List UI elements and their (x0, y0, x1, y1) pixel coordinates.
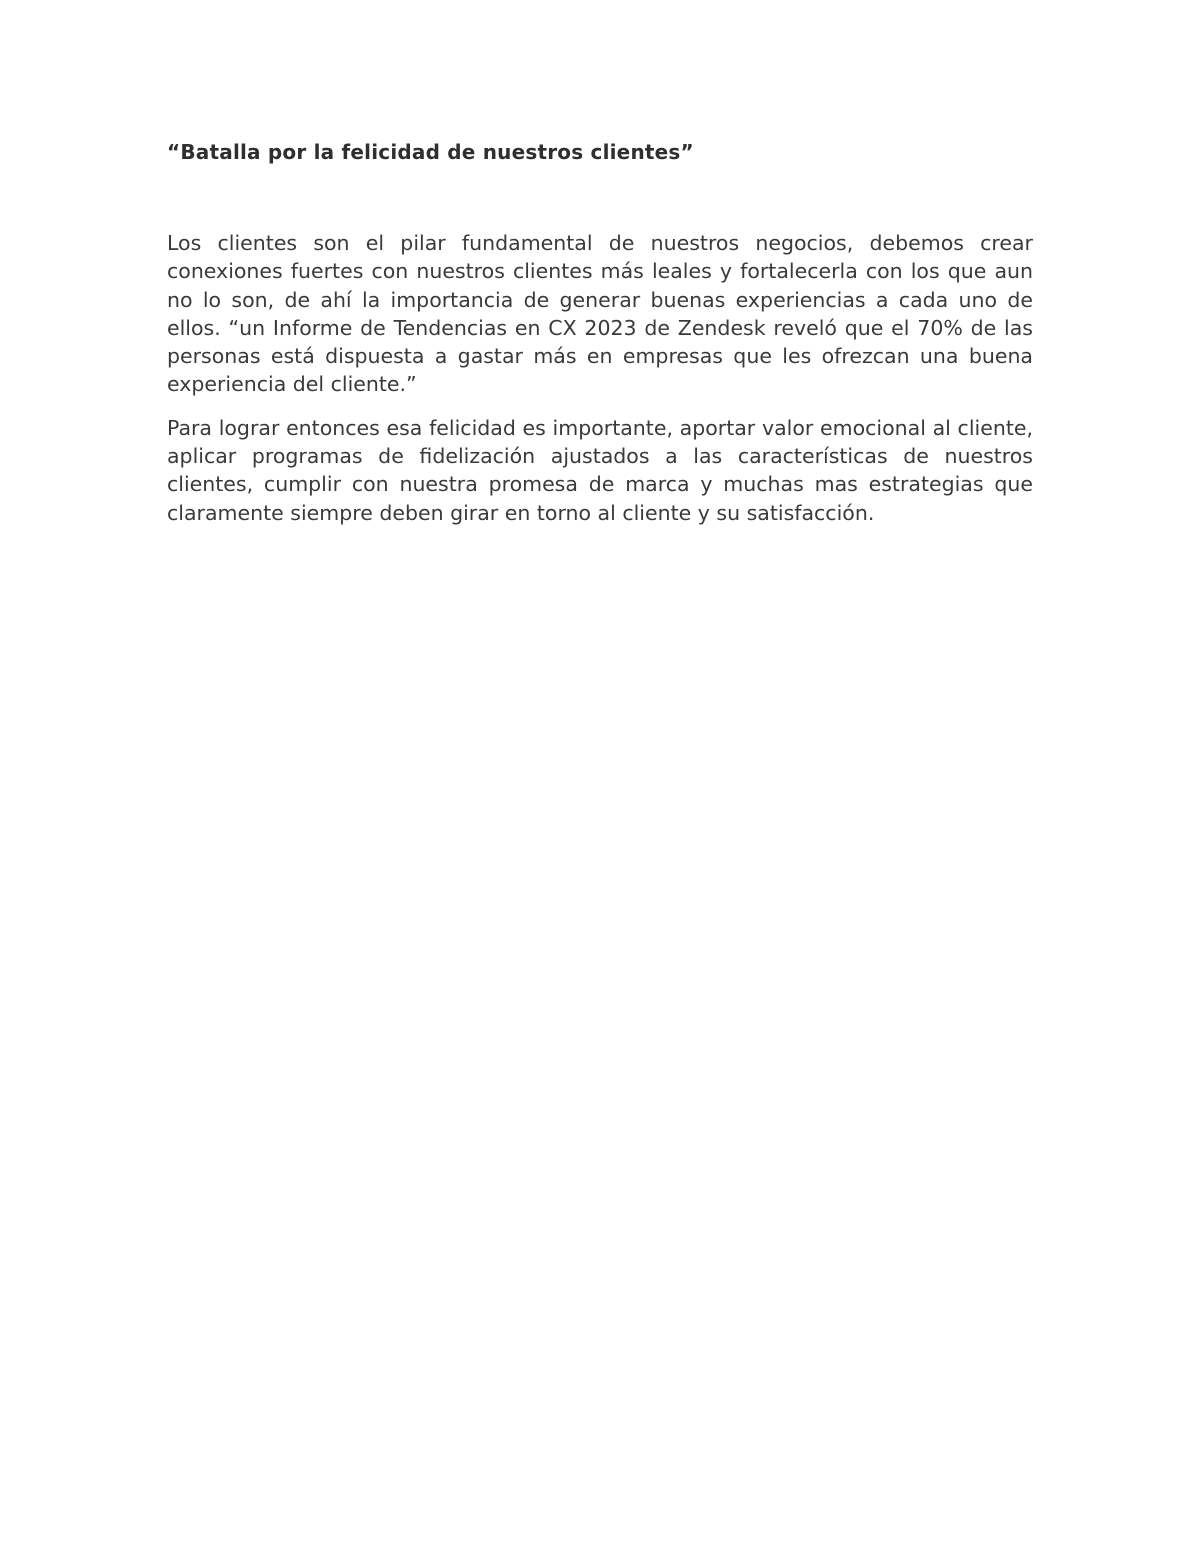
document-title: “Batalla por la felicidad de nuestros clientes” (167, 140, 694, 164)
document-body (167, 138, 1033, 542)
paragraph-2: Para lograr entonces esa felicidad es importante, aportar valor emocional al cliente, aplicar programas de fidelización ajustados a las características de nuestros clientes, cumplir con nuestra promesa de marca y muchas mas estrategias que claramente siempre deben girar en torno al cliente y su satisfacción. (167, 415, 1033, 525)
paragraph-1: Los clientes son el pilar fundamental de nuestros negocios, debemos crear conexiones fuertes con nuestros clientes más leales y fortalecerla con los que aun no lo son, de ahí la importancia de generar buenas experiencias a cada uno de ellos. “un Informe de Tendencias en CX 2023 de Zendesk reveló que el 70% de las personas está dispuesta a gastar más en empresas que les ofrezcan una buena experiencia del cliente.” (167, 231, 1033, 397)
